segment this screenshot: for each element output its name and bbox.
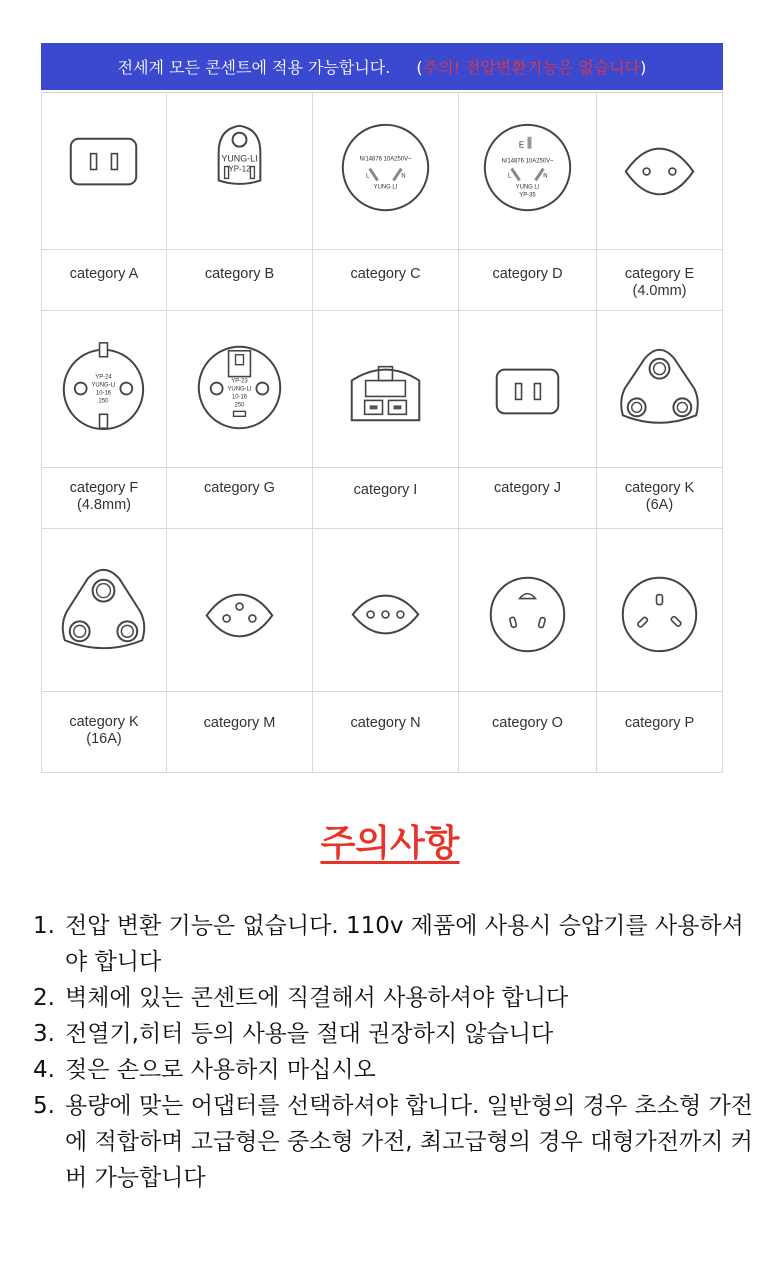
plug-image-j: [459, 311, 597, 468]
plug-label-i: category I: [313, 468, 459, 529]
plug-category-grid: [41, 92, 723, 773]
notice-item: 1. 전압 변환 기능은 없습니다. 110v 제품에 사용시 승압기를 사용하셔야 합니다: [33, 913, 744, 975]
plug-label-a: category A: [42, 250, 167, 311]
plug-c-icon: [313, 93, 458, 249]
plug-n-icon: [313, 529, 458, 691]
plug-o-icon: [459, 529, 596, 691]
plug-f-icon: [42, 311, 166, 467]
svg-text:N/14876 10A250V~: N/14876 10A250V~: [501, 158, 554, 165]
notice-item: 4. 젖은 손으로 사용하지 마십시오: [33, 1057, 376, 1083]
compatibility-banner: [41, 43, 723, 90]
plug-image-a: [42, 93, 167, 250]
svg-text:L: L: [365, 173, 370, 180]
svg-text:YUNG LI: YUNG LI: [515, 184, 540, 191]
plug-k6-icon: [597, 311, 722, 467]
svg-text:N: N: [543, 173, 548, 180]
plug-image-e: [597, 93, 723, 250]
svg-text:N: N: [401, 173, 406, 180]
plug-image-m: [167, 529, 313, 692]
plug-label-f: category F (4.8mm): [42, 468, 167, 529]
notice-title: 주의사항: [320, 823, 460, 864]
plug-image-i: [313, 311, 459, 468]
plug-g-icon: [167, 311, 312, 467]
notice-item: 2. 벽체에 있는 콘센트에 직결해서 사용하셔야 합니다: [33, 985, 569, 1011]
plug-label-n: category N: [313, 692, 459, 773]
plug-image-g: [167, 311, 313, 468]
plug-label-d: category D: [459, 250, 597, 311]
svg-text:YUNG-LI: YUNG-LI: [91, 382, 116, 389]
svg-text:YP-23: YP-23: [231, 378, 248, 385]
plug-i-icon: [313, 311, 458, 467]
svg-text:YP-12: YP-12: [228, 164, 251, 174]
svg-text:YUNG-LI: YUNG-LI: [227, 386, 252, 393]
plug-image-p: [597, 529, 723, 692]
plug-label-b: category B: [167, 250, 313, 311]
notice-list: [33, 908, 763, 1196]
plug-label-j: category J: [459, 468, 597, 529]
svg-text:10-16: 10-16: [95, 390, 112, 397]
plug-label-o: category O: [459, 692, 597, 773]
banner-text: 전세계 모든 콘센트에 적용 가능합니다.: [117, 58, 391, 77]
plug-label-k16: category K (16A): [42, 692, 167, 773]
plug-image-d: [459, 93, 597, 250]
notice-item: 3. 전열기,히터 등의 사용을 절대 권장하지 않습니다: [33, 1021, 554, 1047]
plug-label-c: category C: [313, 250, 459, 311]
svg-text:YUNG-LI: YUNG-LI: [221, 153, 258, 164]
plug-image-k6: [597, 311, 723, 468]
banner-warning: (주의! 전압변환기능은 없습니다): [416, 58, 647, 77]
svg-text:YP-35: YP-35: [519, 192, 536, 199]
plug-label-k6: category K (6A): [597, 468, 723, 529]
plug-image-n: [313, 529, 459, 692]
plug-image-b: [167, 93, 313, 250]
plug-j-icon: [459, 311, 596, 467]
plug-k16-icon: [42, 529, 166, 691]
plug-a-icon: [42, 93, 166, 249]
svg-text:250: 250: [234, 402, 245, 409]
svg-text:10-16: 10-16: [231, 394, 248, 401]
plug-b-icon: [167, 93, 312, 249]
plug-image-c: [313, 93, 459, 250]
notice-item: 5. 용량에 맞는 어댑터를 선택하셔야 합니다. 일반형의 경우 초소형 가전에 적합하며 고급형은 중소형 가전, 최고급형의 경우 대형가전까지 커버 가능합니다: [33, 1093, 753, 1191]
plug-image-o: [459, 529, 597, 692]
plug-image-f: [42, 311, 167, 468]
plug-label-g: category G: [167, 468, 313, 529]
svg-text:L: L: [507, 173, 512, 180]
plug-label-p: category P: [597, 692, 723, 773]
plug-p-icon: [597, 529, 722, 691]
svg-text:YP-24: YP-24: [95, 374, 112, 381]
plug-label-e: category E (4.0mm): [597, 250, 723, 311]
svg-text:E: E: [518, 140, 525, 150]
svg-text:YUNG LI: YUNG LI: [373, 184, 398, 191]
plug-image-k16: [42, 529, 167, 692]
plug-m-icon: [167, 529, 312, 691]
svg-text:250: 250: [98, 398, 109, 405]
svg-text:N/14876 10A250V~: N/14876 10A250V~: [359, 156, 412, 163]
plug-label-m: category M: [167, 692, 313, 773]
plug-d-icon: [459, 93, 596, 249]
plug-e-icon: [597, 93, 722, 249]
